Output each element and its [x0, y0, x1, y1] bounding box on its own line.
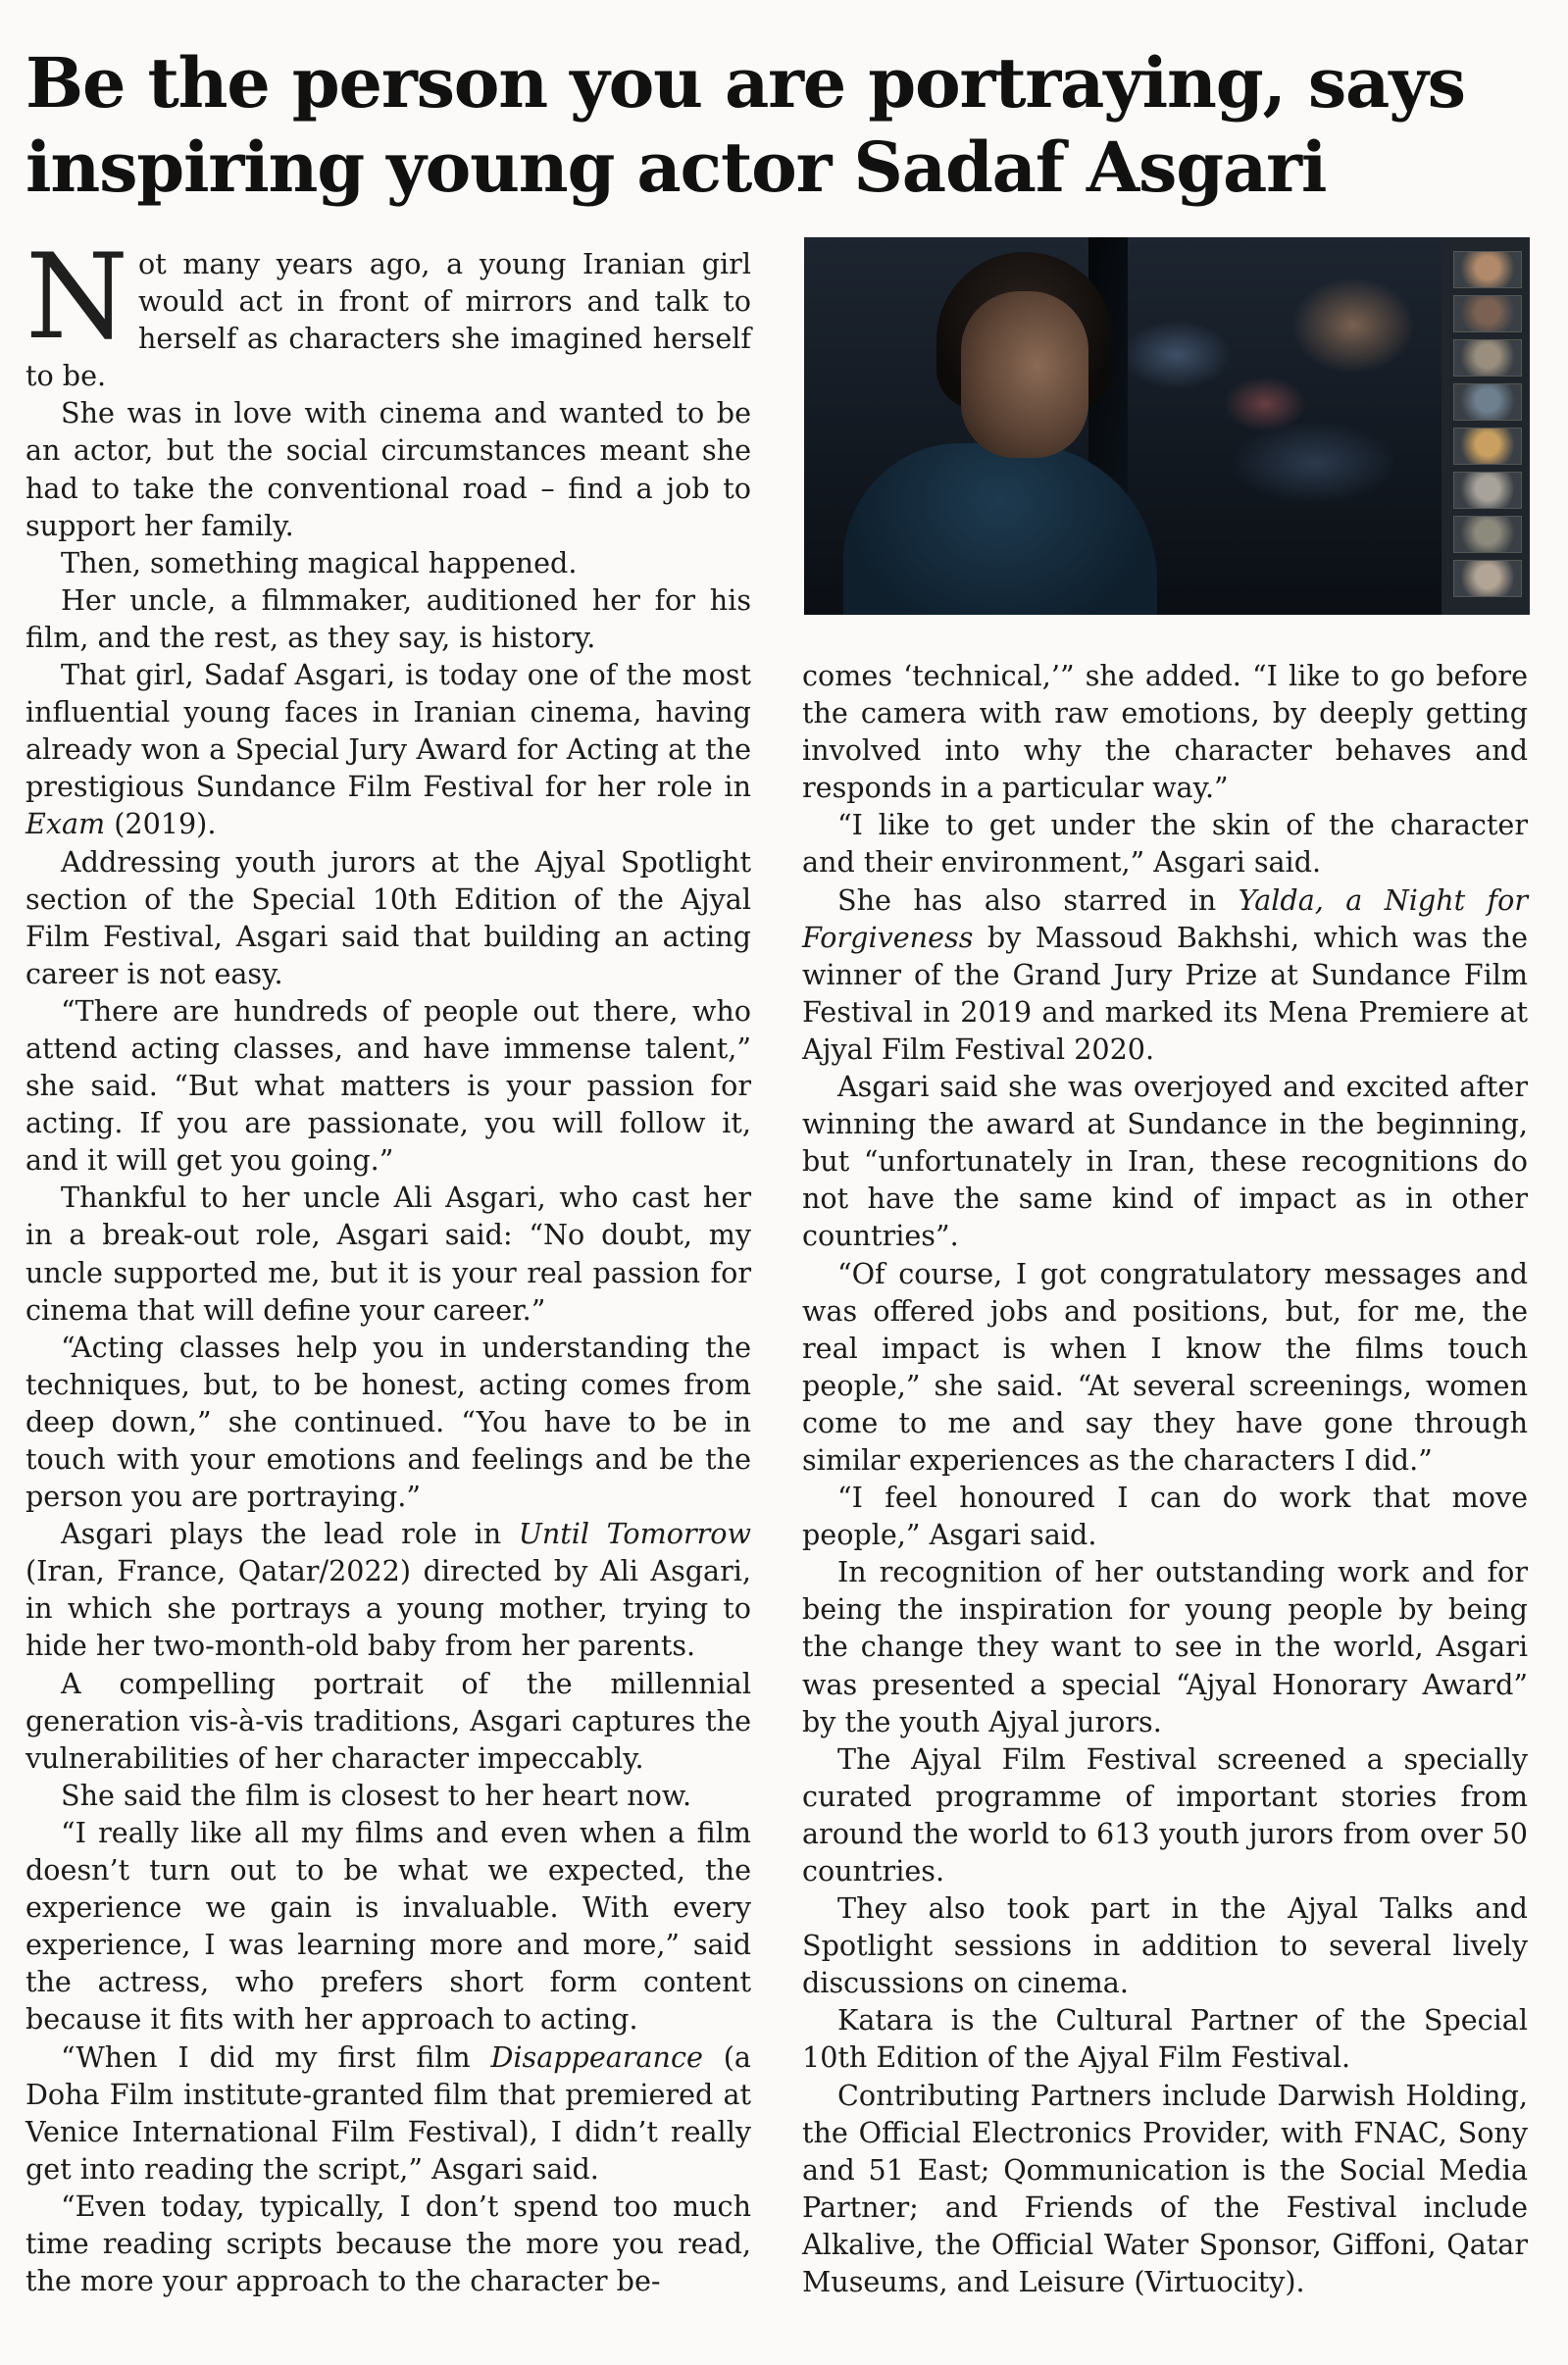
- paragraph-text: She has also starred in: [837, 882, 1239, 917]
- paragraph-text: by Massoud Bakhshi, which was the winner of the Grand Jury Prize at Sundance Film Festival in 2019 and marked its Mena Premiere at Ajyal Film Festival 2020.: [802, 920, 1528, 1066]
- article-paragraph: Addressing youth jurors at the Ajyal Spotlight section of the Special 10th Edition of the Ajyal Film Festival, Asgari said that building an acting career is not easy.: [25, 844, 751, 990]
- article-paragraph: “I really like all my films and even when a film doesn’t turn out to be what we expected, the experience we gain is invaluable. With every experience, I was learning more and more,” said the actress, who prefers short form content because it fits with her approach to acting.: [25, 1815, 751, 2037]
- paragraph-text: “When I did my first film: [61, 2039, 491, 2074]
- article-paragraph: [25, 2038, 751, 2188]
- article-paragraph: Her uncle, a filmmaker, auditioned her for his film, and the rest, as they say, is history.: [25, 582, 751, 654]
- participant-thumbnail: [1453, 383, 1522, 421]
- article-paragraph: A compelling portrait of the millennial generation vis-à-vis traditions, Asgari captures the vulnerabilities of her character impeccably.: [25, 1666, 751, 1775]
- article-paragraph: “I like to get under the skin of the character and their environment,” Asgari said.: [802, 808, 1528, 880]
- article-paragraph: She said the film is closest to her heart now.: [61, 1778, 692, 1812]
- article-paragraph: “Of course, I got congratulatory messages and was offered jobs and positions, but, for me, the real impact is when I know the films touch people,” she said. “At several screenings, women come to me and say they have gone through similar experiences as the characters I did.”: [802, 1256, 1528, 1477]
- headline: Be the person you are portraying, says inspiring young actor Sadaf Asgari: [25, 42, 1465, 208]
- article-paragraph: She was in love with cinema and wanted to be an actor, but the social circumstances meant she had to take the conventional road – find a job to support her family.: [25, 396, 751, 542]
- article-paragraph: In recognition of her outstanding work and for being the inspiration for young people by being the change they want to see in the world, Asgari was presented a special “Ajyal Honorary Award” by the youth Ajyal jurors.: [802, 1555, 1528, 1738]
- paragraph-text: Asgari plays the lead role in: [61, 1517, 519, 1551]
- article-paragraph: comes ‘technical,’” she added. “I like to go before the camera with raw emotions, by deeply getting involved into why the character behaves and responds in a particular way.”: [802, 659, 1528, 805]
- paragraph-text: (Iran, France, Qatar/2022) directed by Ali Asgari, in which she portrays a young mother, trying to hide her two-month-old baby from her parents.: [25, 1554, 751, 1663]
- participant-thumbnail: [1453, 428, 1522, 465]
- participant-thumbnail: [1453, 339, 1522, 377]
- film-title: Yalda, a Night for Forgiveness: [802, 882, 1528, 954]
- article-paragraph: “There are hundreds of people out there, who attend acting classes, and have immense talent,” she said. “But what matters is your passion for acting. If you are passionate, you will follow it, and it will get you going.”: [25, 993, 751, 1178]
- article-paragraph: “Acting classes help you in understanding the techniques, but, to be honest, acting comes from deep down,” she continued. “You have to be in touch with your emotions and feelings and be the person you are portraying.”: [25, 1330, 751, 1514]
- article-paragraph: They also took part in the Ajyal Talks and Spotlight sessions in addition to several lively discussions on cinema.: [802, 1891, 1528, 2000]
- photo-actor-face: [961, 291, 1088, 458]
- article-paragraph: [25, 229, 751, 394]
- participant-thumbnail: [1453, 295, 1522, 332]
- article-paragraph: Then, something magical happened.: [61, 545, 578, 579]
- article-paragraph: The Ajyal Film Festival screened a specially curated programme of important stories from around the world to 613 youth jurors from over 50 countries.: [802, 1741, 1528, 1887]
- drop-cap: N: [25, 229, 128, 366]
- article-paragraph: Katara is the Cultural Partner of the Special 10th Edition of the Ajyal Film Festival.: [802, 2003, 1528, 2075]
- video-call-participant-strip: [1442, 237, 1530, 615]
- film-title: Exam: [25, 807, 106, 841]
- paragraph-text: (a Doha Film institute-granted film that premiered at Venice International Film Festival), I didn’t really get into reading the script,” Asgari said.: [25, 2039, 751, 2186]
- article-paragraph: Contributing Partners include Darwish Holding, the Official Electronics Provider, with FNAC, Sony and 51 East; Qommunication is the Social Media Partner; and Friends of the Festival include Alkalive, the Official Water Sponsor, Giffoni, Qatar Museums, and Leisure (Virtuocity).: [802, 2078, 1528, 2299]
- paragraph-text: (2019).: [105, 807, 217, 841]
- article-column-left: [25, 229, 751, 2299]
- article-paragraph: “Even today, typically, I don’t spend too much time reading scripts because the more you read, the more your approach to the character be-: [25, 2189, 751, 2298]
- paragraph-text: That girl, Sadaf Asgari, is today one of the most influential young faces in Iranian cinema, having already won a Special Jury Award for Acting at the prestigious Sundance Film Festival for her role in: [25, 658, 751, 804]
- article-paragraph: Asgari said she was overjoyed and excited after winning the award at Sundance in the beginning, but “unfortunately in Iran, these recognitions do not have the same kind of impact as in other countries”.: [802, 1070, 1528, 1253]
- participant-thumbnail: [1453, 251, 1522, 288]
- article-column-right: [802, 657, 1528, 2300]
- article-paragraph: [802, 881, 1528, 1068]
- article-paragraph: “I feel honoured I can do work that move people,” Asgari said.: [802, 1481, 1528, 1552]
- participant-thumbnail: [1453, 560, 1522, 597]
- participant-thumbnail: [1453, 472, 1522, 509]
- article-paragraph: [25, 656, 751, 842]
- participant-thumbnail: [1453, 516, 1522, 553]
- paragraph-text: ot many years ago, a young Iranian girl would act in front of mirrors and talk to herself as characters she imagined herself to be.: [25, 247, 751, 393]
- film-title: Until Tomorrow: [518, 1517, 751, 1551]
- article-photo: [804, 237, 1530, 615]
- article-paragraph: [25, 1515, 751, 1664]
- article-paragraph: Thankful to her uncle Ali Asgari, who cast her in a break-out role, Asgari said: “No doubt, my uncle supported me, but it is your real passion for cinema that will define your career.”: [25, 1181, 751, 1327]
- film-title: Disappearance: [490, 2039, 703, 2074]
